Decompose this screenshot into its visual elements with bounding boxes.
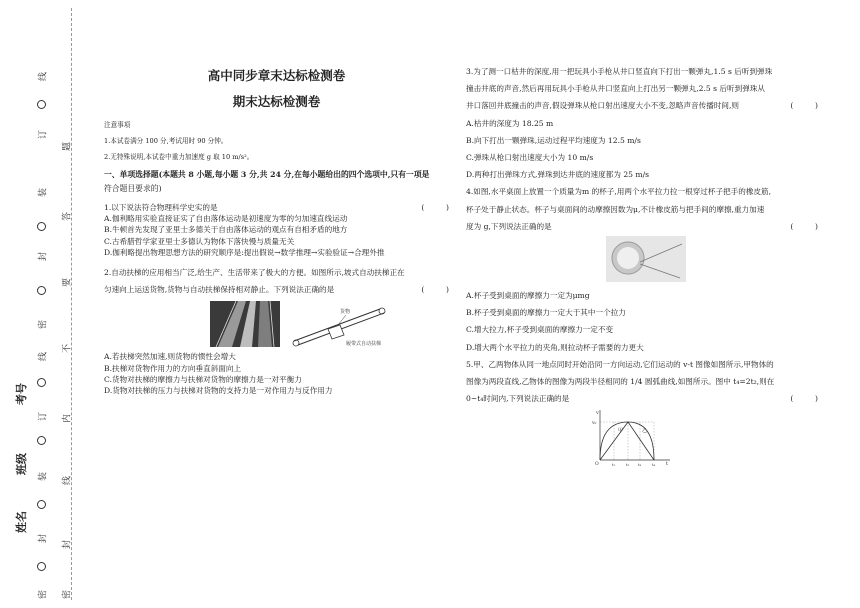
question-stem: 杯子处于静止状态。杯子与桌面间的动摩擦因数为μ,不计橡皮筋与把手间的摩擦,重力加速 xyxy=(466,204,765,214)
gutter-mark: 订 xyxy=(38,130,49,140)
gutter-mark: 装 xyxy=(38,188,49,198)
tick-label-t1: t₁ xyxy=(612,462,616,467)
left-column xyxy=(104,66,449,396)
question-stem: 5.甲、乙两物体从同一地点同时开始沿同一方向运动,它们运动的 v-t 图像如图所示,甲物体的 xyxy=(466,359,774,369)
name-label: 姓名 xyxy=(15,511,28,533)
gutter-word: 答 xyxy=(62,212,73,222)
question-stem: 匀速向上运送货物,货物与自动扶梯保持相对静止。下列说法正确的是 xyxy=(104,285,335,295)
question-stem: 井口落回井底撞击的声音,假设弹珠从枪口射出速度大小不变,忽略声音传播时间,则 xyxy=(466,101,740,111)
question-stem: 4.如图,水平桌面上放置一个质量为m 的杯子,用两个水平拉力拉一根穿过杯子把手的橡皮筋, xyxy=(466,187,772,197)
origin-label: O xyxy=(595,462,599,467)
question-3 xyxy=(466,66,818,180)
notes-heading: 注意事项 xyxy=(104,121,131,129)
gutter-word: 不 xyxy=(62,344,73,354)
tick-label-t2: t₂ xyxy=(626,462,630,467)
gutter-circle xyxy=(37,500,46,509)
question-stem: 0~t₄时间内,下列说法正确的是 xyxy=(466,394,570,404)
gutter-circle xyxy=(37,562,46,571)
question-stem: 2.自动扶梯的应用相当广泛,给生产、生活带来了极大的方便。如图所示,坡式自动扶梯正在 xyxy=(104,268,405,278)
question-stem: 图像为两段直线,乙物体的图像为两段半径相同的 1/4 圆弧曲线,如图所示。图中 t₄=2t₂,则在 xyxy=(466,377,775,387)
gutter-mark: 密 xyxy=(38,590,49,600)
question-2 xyxy=(104,267,449,396)
class-label: 班级 xyxy=(15,453,28,475)
answer-blank: ( ) xyxy=(790,394,818,404)
question-stem: 撞击井底的声音,然后再用玩具小手枪从井口竖直向上打出另一颗弹丸,2.5 s 后听到弹珠从 xyxy=(466,84,765,94)
figure-label-escalator: 履带式自动扶梯 xyxy=(346,341,382,348)
cup-photo xyxy=(606,236,686,282)
question-1 xyxy=(104,202,449,258)
question-stem: 度为 g,下列说法正确的是 xyxy=(466,221,552,231)
axis-label-v: v xyxy=(596,410,599,417)
gutter-word: 密 xyxy=(62,590,73,600)
answer-blank: ( ) xyxy=(790,221,818,231)
question-5 xyxy=(466,359,818,471)
option-d: D.两种打出弹珠方式,弹珠到达井底的速度都为 25 m/s xyxy=(466,170,650,180)
question-2-figures xyxy=(210,301,449,347)
option-d: D.伽利略提出物理思想方法的研究顺序是:提出假说→数学推理→实验验证→合理外推 xyxy=(104,247,385,257)
curve-label-jia: 甲 xyxy=(618,428,624,435)
gutter-mark: 装 xyxy=(38,472,49,482)
notes-item: 2.无特殊说明,本试卷中重力加速度 g 取 10 m/s²。 xyxy=(104,153,254,161)
gutter-circle xyxy=(37,286,46,295)
question-stem: 1.以下说法符合物理科学史实的是 xyxy=(104,203,218,212)
figure-label-cargo: 货物 xyxy=(340,309,351,316)
exam-series-title: 高中同步章末达标检测卷 xyxy=(207,68,346,83)
escalator-photo xyxy=(210,301,280,347)
gutter-circle xyxy=(37,436,46,445)
gutter-word: 线 xyxy=(62,476,73,486)
section-heading-line: 一、单项选择题(本题共 8 小题,每小题 3 分,共 24 分,在每小题给出的四个选项中,只有一项是 xyxy=(104,170,430,179)
option-b: B.杯子受到桌面的摩擦力一定大于其中一个拉力 xyxy=(466,308,626,318)
option-a: A.杯子受到桌面的摩擦力一定为μmg xyxy=(466,291,590,301)
axis-label-v0: v₀ xyxy=(592,421,597,427)
option-a: A.若扶梯突然加速,则货物的惯性会增大 xyxy=(104,352,236,362)
answer-blank: ( ) xyxy=(421,285,449,295)
option-a: A.伽利略用实验直接证实了自由落体运动是初速度为零的匀加速直线运动 xyxy=(104,214,348,224)
gutter-word: 封 xyxy=(62,540,73,550)
section-heading-line: 符合题目要求的) xyxy=(104,184,162,193)
gutter-circle xyxy=(37,222,46,231)
question-5-figure xyxy=(592,408,818,470)
gutter-mark: 订 xyxy=(38,412,49,422)
binding-dashed-line xyxy=(71,8,72,600)
curve-label-yi: 乙 xyxy=(642,428,648,435)
option-b: B.牛顿首先发现了亚里士多德关于自由落体运动的观点有自相矛盾的地方 xyxy=(104,225,348,235)
answer-blank: ( ) xyxy=(790,101,818,111)
question-4-figure xyxy=(606,236,818,286)
question-4 xyxy=(466,186,818,352)
gutter-mark: 封 xyxy=(38,534,49,544)
section-heading xyxy=(104,168,449,196)
right-column xyxy=(466,66,818,470)
gutter-mark: 线 xyxy=(38,72,49,82)
answer-blank: ( ) xyxy=(421,203,449,212)
gutter-word: 内 xyxy=(62,414,73,424)
notes-item: 1.本试卷满分 100 分,考试用时 90 分钟。 xyxy=(104,137,228,145)
tick-label-t4: t₄ xyxy=(652,462,656,467)
option-d: D.增大两个水平拉力的夹角,则拉动杯子需要的力更大 xyxy=(466,342,644,352)
option-c: C.增大拉力,杯子受到桌面的摩擦力一定不变 xyxy=(466,325,614,335)
tick-label-t3: t₃ xyxy=(638,462,642,467)
gutter-circle xyxy=(37,378,46,387)
option-a: A.枯井的深度为 18.25 m xyxy=(466,118,554,128)
vt-graph xyxy=(592,408,672,466)
option-d: D.货物对扶梯的压力与扶梯对货物的支持力是一对作用力与反作用力 xyxy=(104,386,333,396)
question-stem: 3.为了测一口枯井的深度,用一把玩具小手枪从井口竖直向下打出一颗弹丸,1.5 s 后听到弹珠 xyxy=(466,67,773,76)
gutter-word: 题 xyxy=(62,142,73,152)
axis-label-t: t xyxy=(666,461,669,467)
gutter-mark: 封 xyxy=(38,252,49,262)
gutter-mark: 密 xyxy=(38,320,49,330)
option-b: B.向下打出一颗弹珠,运动过程平均速度为 12.5 m/s xyxy=(466,135,641,145)
option-c: C.货物对扶梯的摩擦力与扶梯对货物的摩擦力是一对平衡力 xyxy=(104,374,302,384)
gutter-word: 要 xyxy=(62,278,73,288)
option-c: C.弹珠从枪口射出速度大小为 10 m/s xyxy=(466,153,594,163)
gutter-circle xyxy=(37,100,46,109)
exam-title: 期末达标检测卷 xyxy=(232,94,321,109)
option-c: C.古希腊哲学家亚里士多德认为物体下落快慢与质量无关 xyxy=(104,236,295,246)
escalator-diagram xyxy=(288,301,390,347)
gutter-mark: 线 xyxy=(38,352,49,362)
exam-number-label: 考号 xyxy=(15,383,28,405)
option-b: B.扶梯对货物作用力的方向垂直斜面向上 xyxy=(104,363,242,373)
